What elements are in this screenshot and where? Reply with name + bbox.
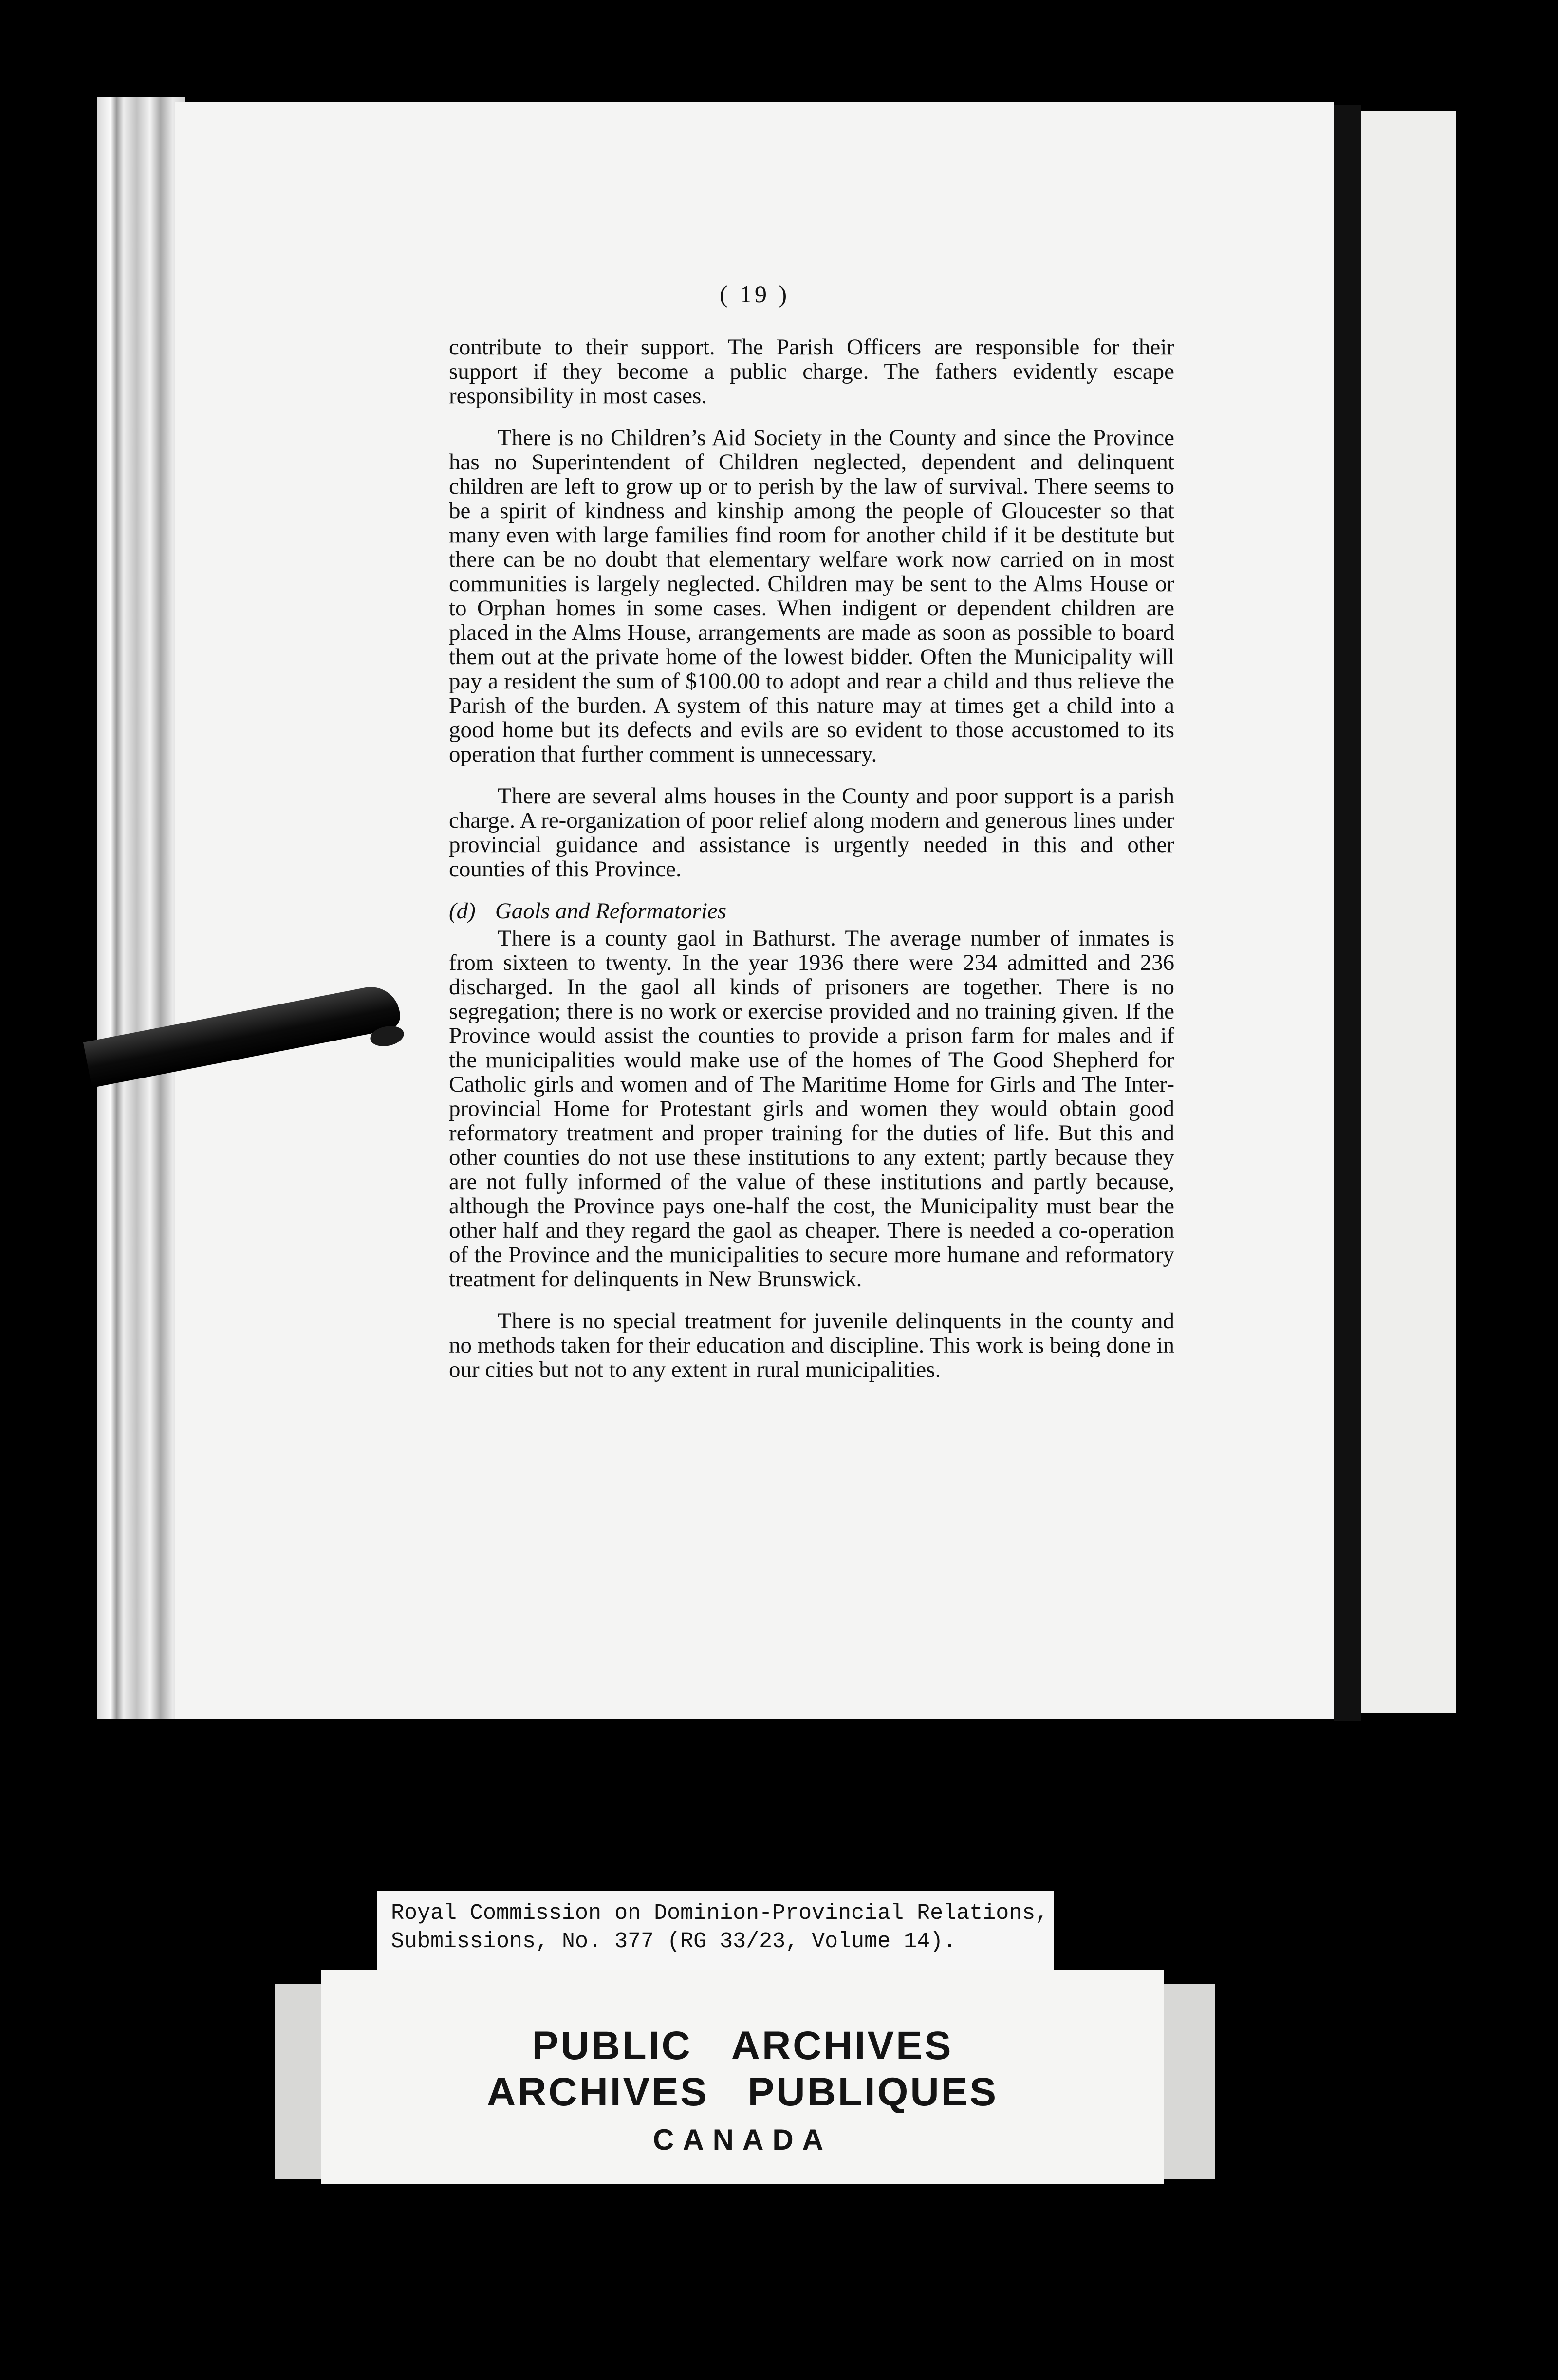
archives-stamp	[321, 1970, 1164, 2184]
paragraph: There is no Children’s Aid Society in the County and since the Province has no Superintendent of Children neglected, dependent and delinquent children are left to grow up or to perish by the law of survival. There seems to be a spirit of kindness and kinship among the people of Gloucester so that many even with large families find room for another child if it be destitute but there can be no doubt that elementary welfare work now carried on in most communities is largely neglected. Children may be sent to the Alms House or to Orphan homes in some cases. When indigent or dependent children are placed in the Alms House, arrangements are made as soon as possible to board them out at the private home of the lowest bidder. Often the Municipality will pay a resident the sum of $100.00 to adopt and rear a child and thus relieve the Parish of the burden. A system of this nature may at times get a child into a good home but its defects and evils are so evident to those accustomed to its operation that further comment is unnecessary.	[449, 425, 1174, 767]
paragraph: There is no special treatment for juvenile delinquents in the county and no methods taken for their education and discipline. This work is being done in our cities but not to any extent in rural municipalities.	[449, 1308, 1174, 1382]
reference-label	[377, 1891, 1054, 1976]
stamp-word: PUBLIQUES	[747, 2070, 999, 2114]
book-gutter	[1334, 105, 1361, 1721]
section-heading	[449, 899, 1174, 923]
page-edge-stack	[97, 97, 185, 1719]
section-title: Gaols and Reformatories	[495, 898, 727, 924]
paragraph: There is a county gaol in Bathurst. The average number of inmates is from sixteen to twenty. In the year 1936 there were 234 admitted and 236 discharged. In the gaol all kinds of prisoners are together. There is no segregation; there is no work or exercise provided and no training given. If the Province would assist the counties to provide a prison farm for males and if the municipalities would make use of the homes of The Good Shepherd for Catholic girls and women and of The Maritime Home for Girls and The Inter-provincial Home for Protestant girls and women they would obtain good reformatory treatment and proper training for the duties of life. But this and other counties do not use these institutions to any extent; partly because they are not fully informed of the value of these institutions and partly because, although the Province pays one-half the cost, the Municipality must bear the other half and they regard the gaol as cheaper. There is needed a co-operation of the Province and the municipalities to secure more humane and reformatory treatment for delinquents in New Brunswick.	[449, 926, 1174, 1292]
paragraph: contribute to their support. The Parish Officers are responsible for their support if they become a public charge. The fathers evidently escape responsibility in most cases.	[449, 335, 1174, 409]
stamp-line-2	[321, 2069, 1164, 2115]
reference-line-1: Royal Commission on Dominion-Provincial Relations,	[391, 1901, 1049, 1926]
section-label: (d)	[449, 898, 476, 924]
facing-page-edge	[1361, 111, 1456, 1713]
stamp-word: PUBLIC	[532, 2024, 692, 2068]
stamp-line-1	[321, 2023, 1164, 2069]
stamp-line-3: CANADA	[653, 2123, 832, 2156]
stamp-word: ARCHIVES	[731, 2024, 953, 2068]
reference-line-2: Submissions, No. 377 (RG 33/23, Volume 14).	[391, 1929, 957, 1954]
stamp-word: ARCHIVES	[486, 2070, 709, 2114]
paragraph: There are several alms houses in the County and poor support is a parish charge. A re-organization of poor relief along modern and generous lines under provincial guidance and assistance is urgently needed in this and other counties of this Province.	[449, 783, 1174, 882]
page-text	[449, 335, 1174, 1399]
page-number: ( 19 )	[719, 280, 790, 308]
